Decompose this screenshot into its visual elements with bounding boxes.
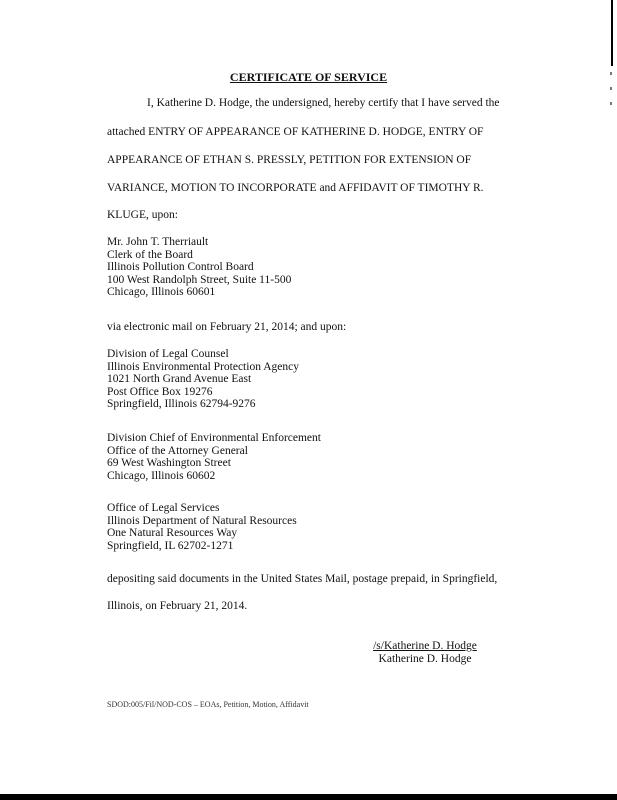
intro-line: VARIANCE, MOTION TO INCORPORATE and AFFIDAVIT OF TIMOTHY R. xyxy=(107,182,484,194)
address-line: Office of Legal Services xyxy=(107,502,220,514)
deposit-line: depositing said documents in the United States Mail, postage prepaid, in Springfield, xyxy=(107,573,498,585)
edge-mark xyxy=(610,87,612,90)
address-line: Clerk of the Board xyxy=(107,248,193,261)
address-line: Springfield, Illinois 62794-9276 xyxy=(107,398,256,410)
recipient-address xyxy=(107,432,321,482)
address-line: Division of Legal Counsel xyxy=(107,348,229,360)
address-line: Chicago, Illinois 60602 xyxy=(107,469,216,482)
recipient-address xyxy=(107,502,297,552)
electronic-signature: /s/Katherine D. Hodge xyxy=(373,640,477,652)
address-line: Illinois Environmental Protection Agency xyxy=(107,360,299,373)
address-line: Post Office Box 19276 xyxy=(107,385,213,398)
address-line: Springfield, IL 62702-1271 xyxy=(107,539,234,552)
document-footer: SDOD:005/Fil/NOD-COS – EOAs, Petition, Motion, Affidavit xyxy=(107,700,309,709)
address-line: 100 West Randolph Street, Suite 11-500 xyxy=(107,273,292,286)
address-line: Office of the Attorney General xyxy=(107,444,248,457)
signer-name: Katherine D. Hodge xyxy=(378,653,472,665)
recipient-address xyxy=(107,236,291,299)
intro-line: APPEARANCE OF ETHAN S. PRESSLY, PETITION FOR EXTENSION OF xyxy=(107,154,472,166)
via-email-text: via electronic mail on February 21, 2014; and upon: xyxy=(107,321,347,333)
address-line: Division Chief of Environmental Enforcement xyxy=(107,432,321,444)
address-line: Mr. John T. Therriault xyxy=(107,236,209,248)
intro-line: KLUGE, upon: xyxy=(107,209,178,221)
address-line: Chicago, Illinois 60601 xyxy=(107,286,216,298)
address-line: 69 West Washington Street xyxy=(107,457,231,469)
intro-line: I, Katherine D. Hodge, the undersigned, hereby certify that I have served the xyxy=(147,97,500,109)
intro-line: attached ENTRY OF APPEARANCE OF KATHERINE D. HODGE, ENTRY OF xyxy=(107,126,484,138)
address-line: One Natural Resources Way xyxy=(107,527,238,539)
address-line: Illinois Pollution Control Board xyxy=(107,261,254,273)
address-line: 1021 North Grand Avenue East xyxy=(107,373,252,385)
address-line: Illinois Department of Natural Resources xyxy=(107,514,297,527)
recipient-address xyxy=(107,348,299,411)
deposit-line: Illinois, on February 21, 2014. xyxy=(107,600,248,612)
bottom-scan-edge xyxy=(0,794,617,800)
right-edge-rule xyxy=(611,0,613,66)
document-title: CERTIFICATE OF SERVICE xyxy=(229,70,388,84)
edge-mark xyxy=(610,102,612,105)
